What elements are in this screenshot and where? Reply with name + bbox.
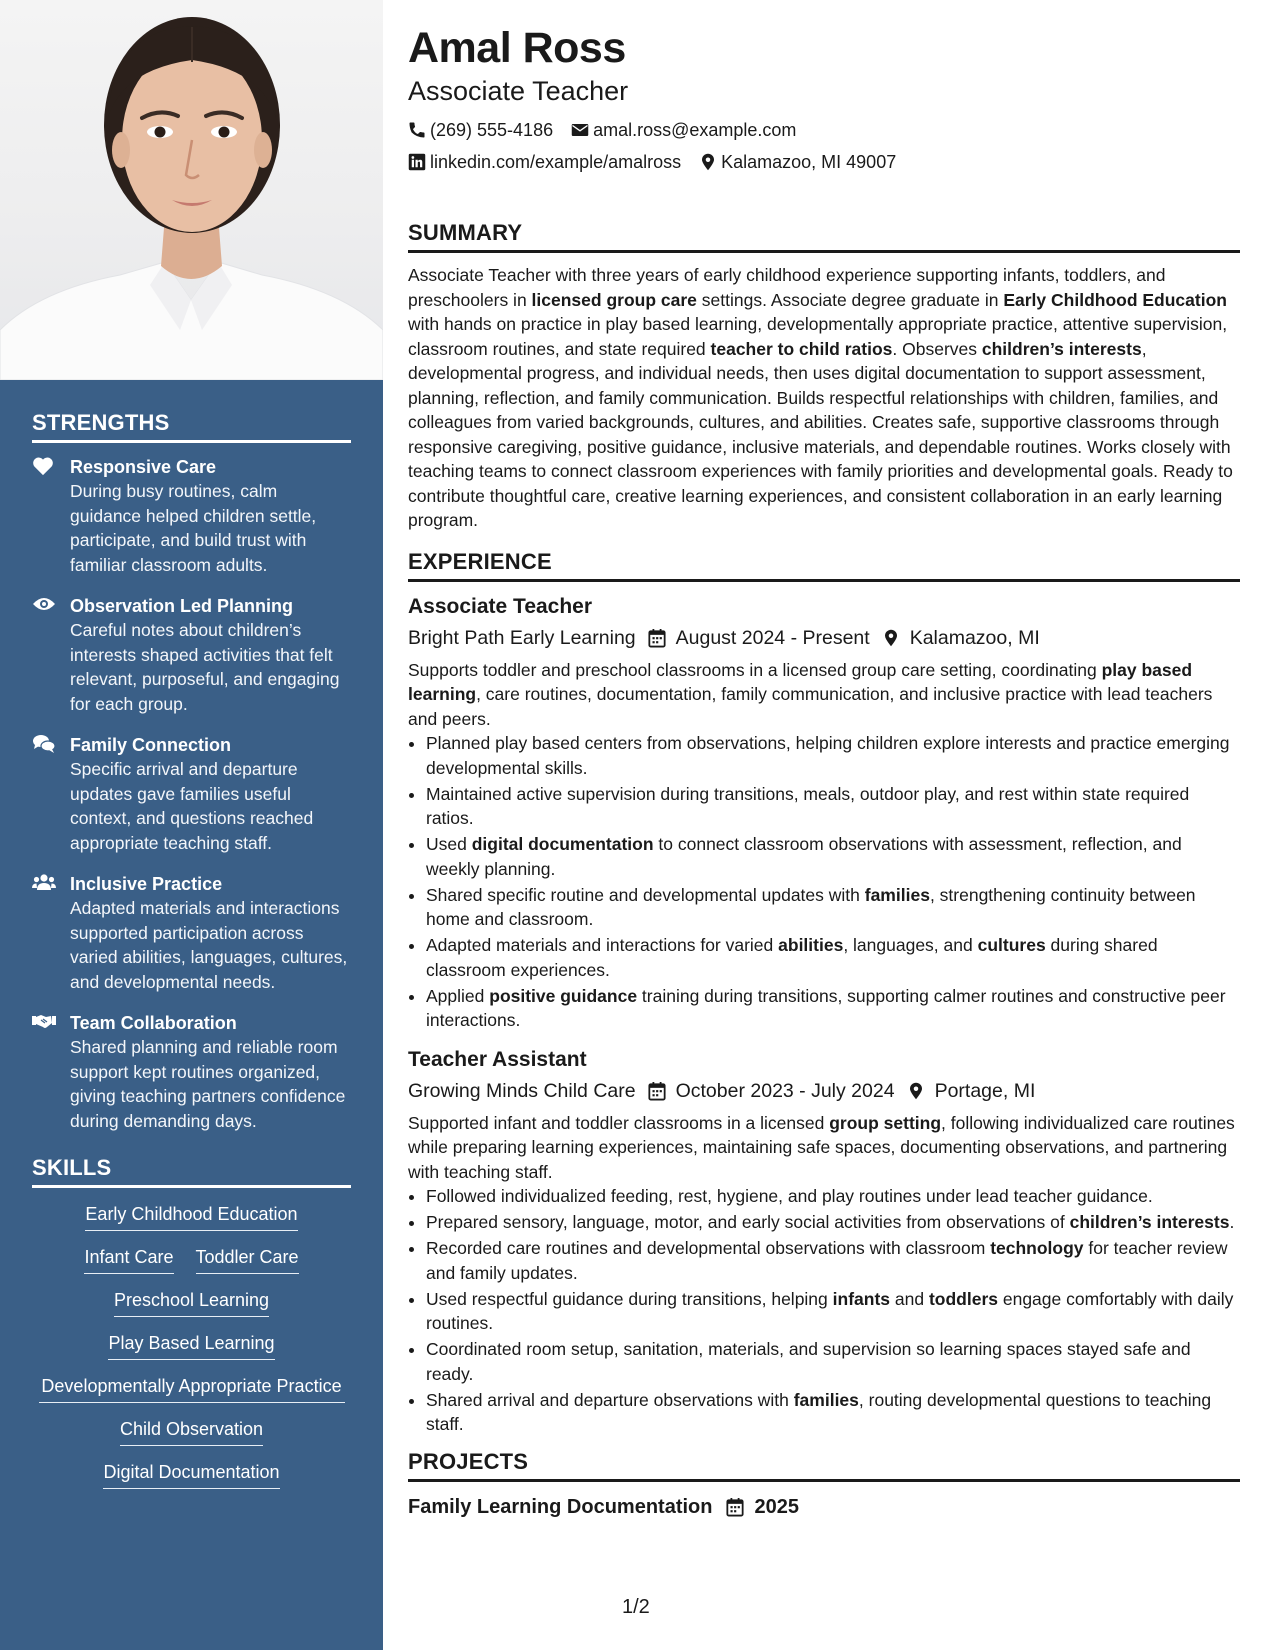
job-dates	[648, 622, 870, 654]
job-location	[907, 1075, 1036, 1107]
experience-heading: EXPERIENCE	[408, 549, 1240, 582]
emphasis-text: families	[864, 884, 930, 905]
page-number: 1/2	[622, 1596, 650, 1618]
emphasis-text: teacher to child ratios	[710, 338, 893, 359]
contact-row	[408, 146, 1240, 178]
bullet-item: • Planned play based centers from observations, helping children explore interests and practice emerging developmental skills.	[426, 731, 1240, 780]
strength-title: Inclusive Practice	[70, 874, 223, 894]
job-description: Supported infant and toddler classrooms in a licensed group setting, following individualized care routines while preparing learning experiences, maintaining safe spaces, documenting observations, and partnering with teaching staff.	[408, 1112, 1235, 1182]
job-meta	[408, 1075, 1240, 1107]
phone-contact[interactable]	[408, 114, 553, 146]
job-location-text: Portage, MI	[934, 1079, 1036, 1102]
candidate-title: Associate Teacher	[408, 76, 629, 106]
bullet-item: • Shared specific routine and developmental updates with families, strengthening continuity between home and classroom.	[426, 883, 1240, 932]
strength-item	[32, 455, 351, 577]
job-meta	[408, 622, 1240, 654]
skill-tag: Early Childhood Education	[85, 1202, 297, 1231]
skill-tag: Infant Care	[84, 1245, 173, 1274]
bullet-item: • Shared arrival and departure observations with families, routing developmental questions to teaching staff.	[426, 1388, 1240, 1437]
phone-icon	[408, 121, 426, 139]
emphasis-text: Early Childhood Education	[1003, 289, 1227, 310]
strength-title: Responsive Care	[70, 457, 217, 477]
job-dates-text: August 2024 - Present	[675, 626, 870, 649]
project-date	[726, 1492, 799, 1522]
sidebar	[0, 0, 383, 1650]
job-bullets	[408, 1184, 1240, 1437]
skill-row	[32, 1417, 351, 1446]
emphasis-text: toddlers	[928, 1288, 998, 1309]
company-name: Bright Path Early Learning	[408, 626, 636, 649]
skill-tag: Digital Documentation	[103, 1460, 279, 1489]
calendar-icon	[648, 1081, 666, 1101]
email-contact[interactable]	[571, 114, 796, 146]
strength-description: Shared planning and reliable room support kept routines organized, giving teaching partners confidence during demanding days.	[70, 1037, 346, 1131]
skill-row	[32, 1245, 351, 1274]
bullet-item: • Coordinated room setup, sanitation, materials, and supervision so learning spaces stayed safe and ready.	[426, 1337, 1240, 1386]
skill-tag: Preschool Learning	[114, 1288, 269, 1317]
main-content	[408, 22, 1240, 1522]
strength-item	[32, 594, 351, 716]
map-pin-icon	[699, 153, 717, 171]
job-location	[882, 622, 1040, 654]
emphasis-text: abilities	[778, 935, 844, 955]
strengths-list	[32, 455, 351, 1133]
bullet-item: • Maintained active supervision during transitions, meals, outdoor play, and rest within state required ratios.	[426, 782, 1240, 831]
strength-description: Careful notes about children’s interests shaped activities that felt relevant, purposeful, and engaging for each group.	[70, 620, 340, 714]
emphasis-text: licensed group care	[531, 289, 697, 310]
heart-icon	[32, 456, 56, 476]
project-year: 2025	[754, 1495, 799, 1518]
contact-row	[408, 114, 1240, 146]
experience-section	[408, 549, 1240, 1437]
chat-bubbles-icon	[32, 734, 56, 754]
strength-title: Team Collaboration	[70, 1013, 237, 1033]
envelope-icon	[571, 121, 589, 139]
emphasis-text: children’s interests	[981, 338, 1142, 359]
skills-heading: SKILLS	[32, 1155, 351, 1188]
emphasis-text: positive guidance	[489, 985, 638, 1006]
skill-tag: Child Observation	[120, 1417, 263, 1446]
job-dates	[648, 1075, 895, 1107]
strength-title: Observation Led Planning	[70, 596, 294, 616]
projects-heading: PROJECTS	[408, 1449, 1240, 1482]
skill-row	[32, 1331, 351, 1360]
phone-text: (269) 555-4186	[430, 120, 554, 140]
emphasis-text: group setting	[829, 1112, 942, 1133]
strength-item	[32, 733, 351, 855]
job-location-text: Kalamazoo, MI	[909, 626, 1040, 649]
location-text: Kalamazoo, MI 49007	[721, 152, 897, 172]
users-icon	[32, 873, 56, 893]
summary-heading: SUMMARY	[408, 220, 1240, 253]
summary-section	[408, 220, 1240, 533]
eye-icon	[32, 595, 56, 615]
profile-photo	[0, 0, 383, 380]
linkedin-text: linkedin.com/example/amalross	[430, 152, 682, 172]
bullet-item: • Recorded care routines and developmental observations with classroom technology for teacher review and family updates.	[426, 1236, 1240, 1285]
strength-description: Adapted materials and interactions supported participation across varied abilities, languages, cultures, and developmental needs.	[70, 898, 348, 992]
candidate-name: Amal Ross	[408, 24, 626, 72]
emphasis-text: technology	[990, 1238, 1084, 1258]
calendar-icon	[726, 1497, 744, 1517]
summary-text: Associate Teacher with three years of early childhood experience supporting infants, toddlers, and preschoolers in licensed group care settings. Associate degree graduate in Early Childhood Education with hands on practice in play based learning, developmentally appropriate practice, attentive supervision, classroom routines, and state required teacher to child ratios. Observes children’s interests, developmental progress, and individual needs, then uses digital documentation to support assessment, planning, reflection, and family communication. Builds respectful relationships with children, families, and colleagues from varied backgrounds, cultures, and abilities. Creates safe, supportive classrooms through responsive caregiving, positive guidance, inclusive materials, and dependable routines. Works closely with teaching teams to connect classroom experiences with family priorities and developmental goals. Ready to contribute thoughtful care, creative learning experiences, and consistent collaboration in an early learning program.	[408, 265, 1233, 530]
bullet-item: • Used respectful guidance during transitions, helping infants and toddlers engage comfortably with daily routines.	[426, 1287, 1240, 1336]
calendar-icon	[648, 628, 666, 648]
project-title: Family Learning Documentation	[408, 1495, 713, 1518]
emphasis-text: play based learning	[408, 659, 1193, 704]
bullet-item: • Followed individualized feeding, rest, hygiene, and play routines under lead teacher guidance.	[426, 1184, 1240, 1209]
skill-tag: Developmentally Appropriate Practice	[39, 1374, 345, 1403]
strength-description: Specific arrival and departure updates gave families useful context, and questions reached appropriate teaching staff.	[70, 759, 314, 853]
job-title: Teacher Assistant	[408, 1047, 587, 1071]
sidebar-content	[32, 410, 351, 1489]
skill-row	[32, 1202, 351, 1231]
portrait-illustration	[0, 0, 383, 380]
linkedin-icon	[408, 153, 426, 171]
skill-tag: Toddler Care	[196, 1245, 299, 1274]
handshake-icon	[32, 1012, 56, 1032]
bullet-item: • Used digital documentation to connect classroom observations with assessment, reflection, and weekly planning.	[426, 832, 1240, 881]
project-entry	[408, 1492, 1240, 1522]
bullet-item: • Applied positive guidance training during transitions, supporting calmer routines and constructive peer interactions.	[426, 984, 1240, 1033]
skill-tag: Play Based Learning	[108, 1331, 274, 1360]
emphasis-text: families	[793, 1389, 859, 1410]
projects-section	[408, 1449, 1240, 1522]
job-description: Supports toddler and preschool classrooms in a licensed group care setting, coordinating play based learning, care routines, documentation, family communication, and inclusive practice with lead teachers and peers.	[408, 659, 1213, 729]
strength-description: During busy routines, calm guidance helped children settle, participate, and build trust with familiar classroom adults.	[70, 481, 317, 575]
email-text: amal.ross@example.com	[593, 120, 797, 140]
map-pin-icon	[907, 1081, 925, 1101]
job-bullets	[408, 731, 1240, 1033]
strength-item	[32, 872, 351, 994]
bullet-item: • Adapted materials and interactions for varied abilities, languages, and cultures during shared classroom experiences.	[426, 933, 1240, 982]
job-entry	[408, 592, 1240, 1033]
skill-row	[32, 1374, 351, 1403]
location-contact	[699, 146, 896, 178]
job-title: Associate Teacher	[408, 594, 593, 618]
emphasis-text: digital documentation	[471, 834, 654, 854]
linkedin-contact[interactable]	[408, 146, 681, 178]
emphasis-text: children’s interests	[1069, 1212, 1230, 1232]
strengths-heading: STRENGTHS	[32, 410, 351, 443]
skill-row	[32, 1460, 351, 1489]
skill-row	[32, 1288, 351, 1317]
strength-title: Family Connection	[70, 735, 232, 755]
map-pin-icon	[882, 628, 900, 648]
job-dates-text: October 2023 - July 2024	[675, 1079, 895, 1102]
emphasis-text: cultures	[977, 935, 1046, 955]
skills-section	[32, 1155, 351, 1489]
job-entry	[408, 1045, 1240, 1437]
bullet-item: • Prepared sensory, language, motor, and early social activities from observations of children’s interests.	[426, 1210, 1240, 1235]
company-name: Growing Minds Child Care	[408, 1079, 636, 1102]
emphasis-text: infants	[832, 1288, 891, 1309]
strength-item	[32, 1011, 351, 1133]
